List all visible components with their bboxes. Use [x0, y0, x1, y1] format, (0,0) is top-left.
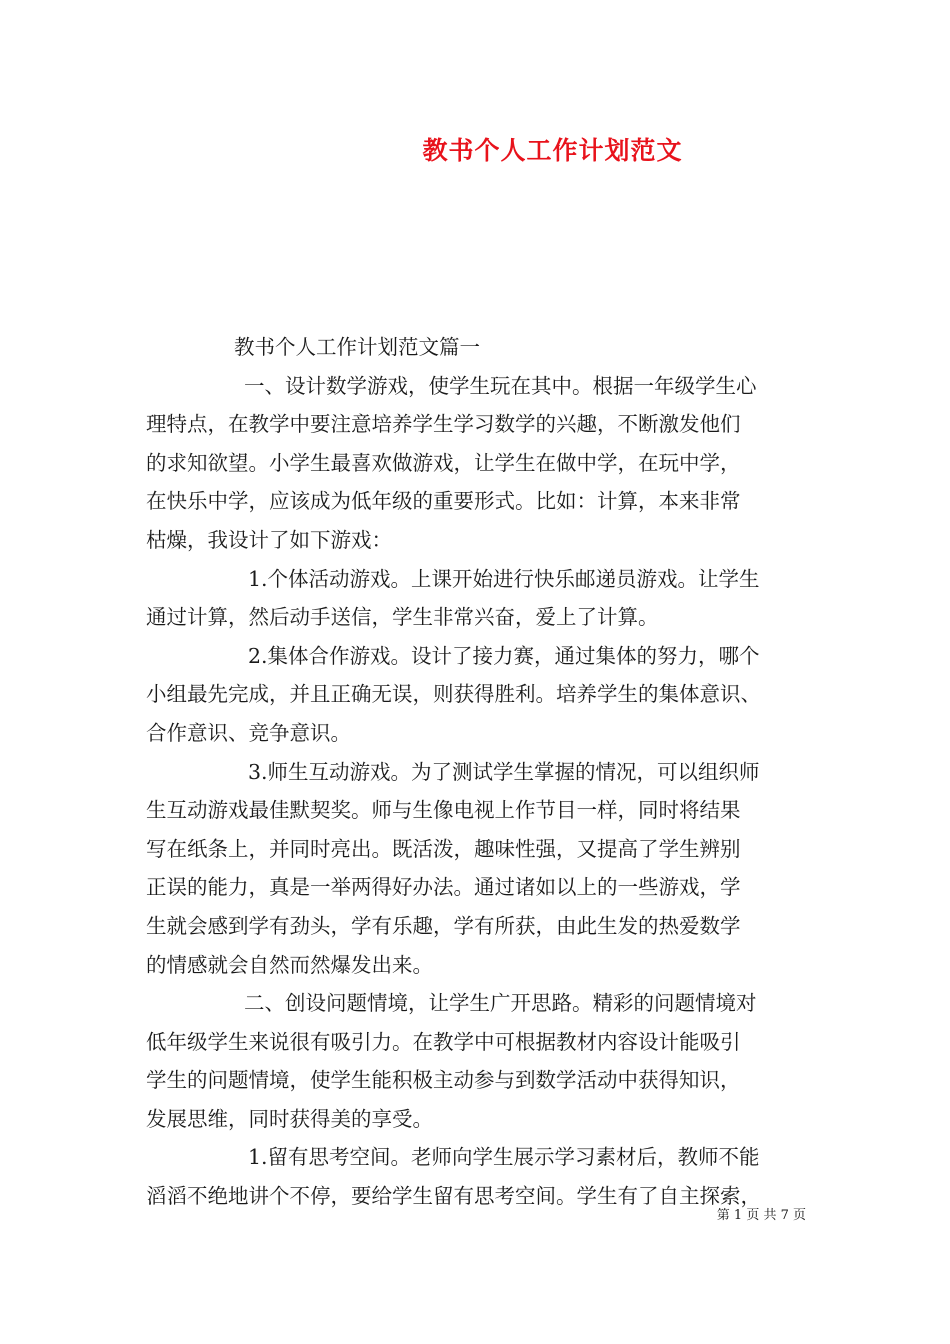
- paragraph-line: 3.师生互动游戏。为了测试学生掌握的情况，可以组织师: [248, 759, 760, 784]
- paragraph-line: 学生的问题情境，使学生能积极主动参与到数学活动中获得知识，: [146, 1068, 741, 1093]
- paragraph-line: 枯燥，我设计了如下游戏：: [146, 527, 392, 552]
- paragraph-line: 写在纸条上，并同时亮出。既活泼，趣味性强，又提高了学生辨别: [146, 836, 741, 861]
- paragraph-line: 在快乐中学，应该成为低年级的重要形式。比如：计算，本来非常: [146, 489, 741, 514]
- paragraph-line: 通过计算，然后动手送信，学生非常兴奋，爱上了计算。: [146, 605, 659, 630]
- paragraph-line: 理特点，在教学中要注意培养学生学习数学的兴趣，不断激发他们: [146, 412, 741, 437]
- paragraph-line: 的情感就会自然而然爆发出来。: [146, 952, 433, 977]
- paragraph-line: 的求知欲望。小学生最喜欢做游戏，让学生在做中学，在玩中学，: [146, 450, 741, 475]
- section-heading: 教书个人工作计划范文篇一: [234, 335, 480, 359]
- paragraph-line: 滔滔不绝地讲个不停，要给学生留有思考空间。学生有了自主探索，: [146, 1184, 761, 1209]
- paragraph-line: 合作意识、竞争意识。: [146, 720, 351, 745]
- paragraph-line: 低年级学生来说很有吸引力。在教学中可根据教材内容设计能吸引: [146, 1029, 741, 1054]
- paragraph-line: 正误的能力，真是一举两得好办法。通过诸如以上的一些游戏，学: [146, 875, 741, 900]
- paragraph-line: 发展思维，同时获得美的享受。: [146, 1106, 433, 1131]
- paragraph-line: 2.集体合作游戏。设计了接力赛，通过集体的努力，哪个: [248, 643, 760, 668]
- paragraph-line: 二、创设问题情境，让学生广开思路。精彩的问题情境对: [244, 991, 757, 1016]
- paragraph-line: 一、设计数学游戏，使学生玩在其中。根据一年级学生心: [244, 373, 757, 398]
- paragraph-line: 1.留有思考空间。老师向学生展示学习素材后，教师不能: [248, 1145, 760, 1170]
- paragraph-line: 小组最先完成，并且正确无误，则获得胜利。培养学生的集体意识、: [146, 682, 761, 707]
- paragraph-line: 生就会感到学有劲头，学有乐趣，学有所获，由此生发的热爱数学: [146, 913, 741, 938]
- document-body: [146, 328, 816, 1216]
- paragraph-line: 生互动游戏最佳默契奖。师与生像电视上作节目一样，同时将结果: [146, 798, 741, 823]
- document-title: 教书个人工作计划范文: [422, 136, 683, 165]
- paragraph-line: 1.个体活动游戏。上课开始进行快乐邮递员游戏。让学生: [248, 566, 760, 591]
- page-number: 第 1 页 共 7 页: [716, 1208, 806, 1223]
